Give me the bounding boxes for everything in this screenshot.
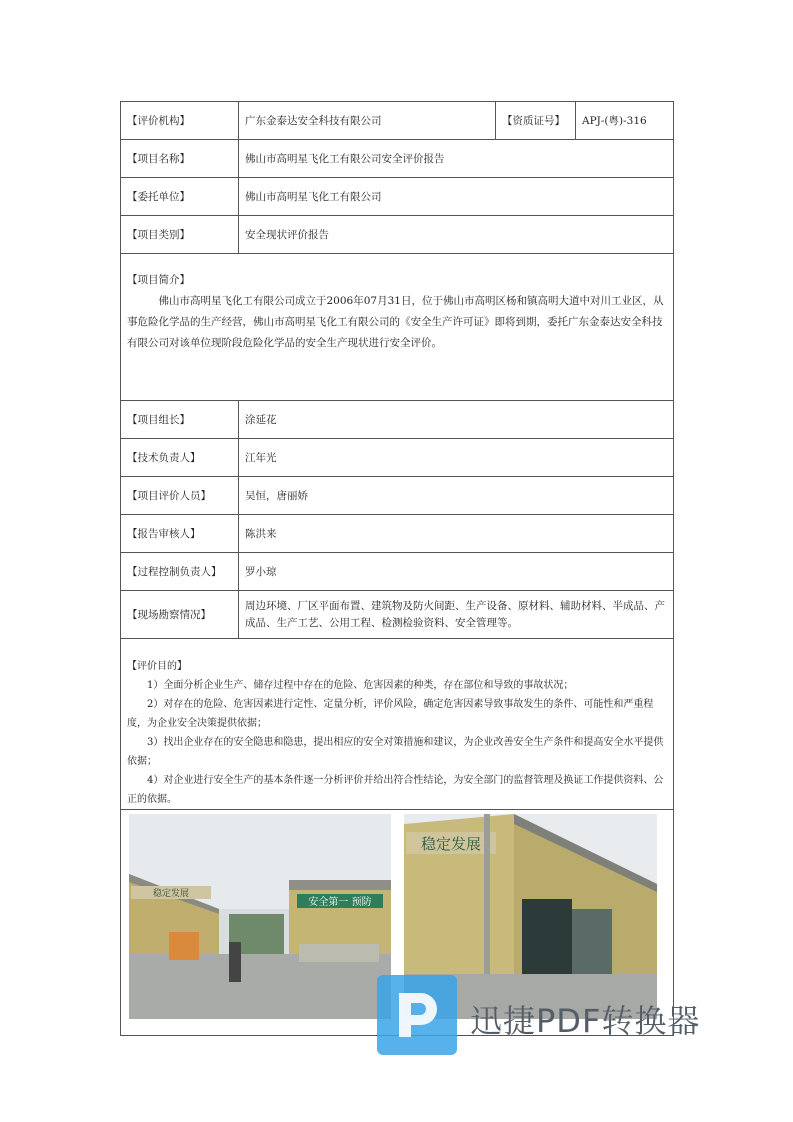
row-purpose xyxy=(121,639,674,810)
row-leader xyxy=(121,401,674,439)
cert-value: APJ-(粤)-316 xyxy=(576,102,674,140)
leader-label: 【项目组长】 xyxy=(121,401,239,439)
reviewer-label: 【报告审核人】 xyxy=(121,515,239,553)
tech-label: 【技术负责人】 xyxy=(121,439,239,477)
left-sign-a: 安全第一 预防 xyxy=(308,897,372,908)
process-label: 【过程控制负责人】 xyxy=(121,553,239,591)
row-intro xyxy=(121,254,674,401)
right-sign: 稳定发展 xyxy=(420,835,482,853)
row-agency xyxy=(121,102,674,140)
project-name-label: 【项目名称】 xyxy=(121,140,239,178)
evaluators-label: 【项目评价人员】 xyxy=(121,477,239,515)
agency-label: 【评价机构】 xyxy=(121,102,239,140)
row-category xyxy=(121,216,674,254)
purpose-item: 2）对存在的危险、危害因素进行定性、定量分析，评价风险，确定危害因素导致事故发生的条件、可能性和严重程度，为企业安全决策提供依据； xyxy=(127,699,654,729)
row-evaluators xyxy=(121,477,674,515)
project-name-value: 佛山市高明星飞化工有限公司安全评价报告 xyxy=(239,140,674,178)
row-process xyxy=(121,553,674,591)
watermark-logo-icon xyxy=(377,975,457,1055)
category-value: 安全现状评价报告 xyxy=(239,216,674,254)
left-sign-b: 稳定发展 xyxy=(152,889,190,899)
evaluators-value: 吴恒，唐丽娇 xyxy=(239,477,674,515)
intro-label: 【项目简介】 xyxy=(127,274,190,286)
row-reviewer xyxy=(121,515,674,553)
purpose-cell xyxy=(121,639,674,810)
watermark-brand-text: 迅捷PDF转换器 xyxy=(470,1002,701,1040)
row-project-name xyxy=(121,140,674,178)
purpose-item: 3）找出企业存在的安全隐患和隐患，提出相应的安全对策措施和建议，为企业改善安全生产条件和提高安全水平提供依据； xyxy=(127,737,664,767)
row-client xyxy=(121,178,674,216)
row-tech xyxy=(121,439,674,477)
intro-text: 佛山市高明星飞化工有限公司成立于2006年07月31日，位于佛山市高明区杨和镇高明大道中对川工业区，从事危险化学品的生产经营，佛山市高明星飞化工有限公司的《安全生产许可证》即将到期，委托广东金泰达安全科技有限公司对该单位现阶段危险化学品的安全生产现状进行安全评价。 xyxy=(127,295,664,349)
purpose-item: 4）对企业进行安全生产的基本条件逐一分析评价并给出符合性结论，为安全部门的监督管理及换证工作提供资料、公正的依据。 xyxy=(127,775,664,805)
client-value: 佛山市高明星飞化工有限公司 xyxy=(239,178,674,216)
reviewer-value: 陈洪来 xyxy=(239,515,674,553)
survey-value: 周边环境、厂区平面布置、建筑物及防火间距、生产设备、原材料、辅助材料、半成品、产成品、生产工艺、公用工程、检测检验资料、安全管理等。 xyxy=(239,591,674,639)
factory-photo-left xyxy=(129,814,391,1019)
tech-value: 江年光 xyxy=(239,439,674,477)
intro-cell xyxy=(121,254,674,401)
leader-value: 涂延花 xyxy=(239,401,674,439)
purpose-item: 1）全面分析企业生产、储存过程中存在的危险、危害因素的种类，存在部位和导致的事故状况； xyxy=(147,680,574,691)
client-label: 【委托单位】 xyxy=(121,178,239,216)
purpose-label: 【评价目的】 xyxy=(127,661,187,672)
agency-value: 广东金泰达安全科技有限公司 xyxy=(239,102,496,140)
category-label: 【项目类别】 xyxy=(121,216,239,254)
evaluation-info-form xyxy=(120,101,673,1036)
row-survey xyxy=(121,591,674,639)
info-table xyxy=(120,101,674,1036)
process-value: 罗小琼 xyxy=(239,553,674,591)
survey-label: 【现场勘察情况】 xyxy=(121,591,239,639)
cert-label: 【资质证号】 xyxy=(496,102,576,140)
